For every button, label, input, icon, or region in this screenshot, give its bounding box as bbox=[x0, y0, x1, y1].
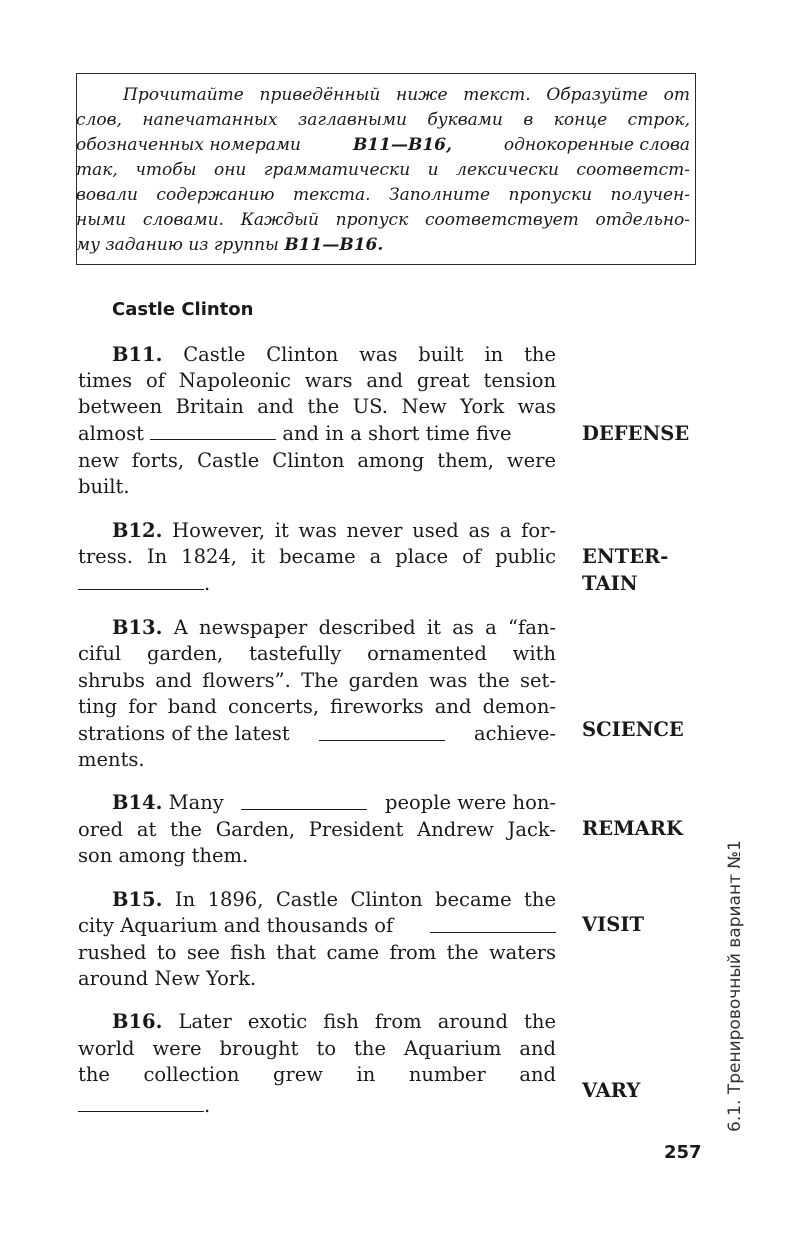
page-number: 257 bbox=[664, 1142, 702, 1163]
task-number: B16. bbox=[112, 1010, 163, 1033]
instruction-text bbox=[77, 74, 695, 264]
text-line bbox=[112, 1008, 556, 1035]
text-fragment: . bbox=[204, 572, 211, 595]
text-line bbox=[78, 912, 556, 939]
text-line: shrubs and flowers”. The garden was the set- bbox=[78, 669, 556, 692]
text-line: ciful garden, tastefully ornamented with bbox=[78, 642, 556, 665]
side-caption: 6.1. Тренировочный вариант №1 bbox=[725, 840, 745, 1132]
text-line: around New York. bbox=[78, 967, 257, 990]
text-line bbox=[78, 420, 556, 447]
text-line bbox=[78, 570, 556, 597]
text-fragment: almost bbox=[78, 422, 144, 445]
instruction-line: слов, напечатанных заглавными буквами в конце строк, bbox=[76, 110, 690, 130]
instruction-fragment: му заданию из группы bbox=[76, 235, 279, 255]
answer-blank[interactable] bbox=[78, 573, 204, 590]
text-line: ments. bbox=[78, 748, 145, 771]
instruction-box bbox=[76, 73, 696, 265]
keyword-science: SCIENCE bbox=[582, 718, 684, 741]
instruction-line: ными словами. Каждый пропуск соответствует отдельно- bbox=[76, 210, 690, 230]
text-fragment bbox=[112, 789, 224, 816]
task-number: B13. bbox=[112, 616, 163, 639]
text-fragment: However, it was never used as a for- bbox=[172, 519, 556, 542]
text-fragment: In 1896, Castle Clinton became the bbox=[174, 888, 556, 911]
answer-blank[interactable] bbox=[319, 724, 445, 741]
instruction-line bbox=[76, 233, 383, 258]
keyword-part: ENTER- bbox=[582, 545, 669, 568]
text-fragment: people were hon- bbox=[385, 791, 556, 814]
text-line: between Britain and the US. New York was bbox=[78, 395, 556, 418]
text-fragment: city Aquarium and thousands of bbox=[78, 914, 394, 937]
task-number: B11. bbox=[112, 343, 163, 366]
text-fragment: and in a short time five bbox=[282, 422, 512, 445]
keyword-entertain bbox=[582, 543, 668, 597]
instruction-line bbox=[76, 133, 690, 158]
text-line bbox=[112, 614, 556, 641]
text-fragment: achieve- bbox=[473, 722, 556, 745]
text-line: ored at the Garden, President Andrew Jack- bbox=[78, 818, 556, 841]
text-line: times of Napoleonic wars and great tension bbox=[78, 369, 556, 392]
text-line: world were brought to the Aquarium and bbox=[78, 1037, 556, 1060]
instruction-line: Прочитайте приведённый ниже текст. Образуйте от bbox=[123, 85, 690, 105]
text-line bbox=[112, 886, 556, 913]
task-range: B11—B16. bbox=[284, 235, 384, 255]
instruction-line: так, чтобы они грамматически и лексически соответст- bbox=[76, 160, 690, 180]
keyword-part: TAIN bbox=[582, 572, 638, 595]
text-fragment: strations of the latest bbox=[78, 722, 290, 745]
task-number: B15. bbox=[112, 888, 163, 911]
keyword-defense: DEFENSE bbox=[582, 422, 690, 445]
text-line bbox=[78, 1092, 556, 1119]
keyword-visit: VISIT bbox=[582, 913, 644, 936]
text-fragment: . bbox=[204, 1094, 211, 1117]
text-line bbox=[112, 341, 556, 368]
instruction-line: вовали содержанию текста. Заполните пропуски получен- bbox=[76, 185, 690, 205]
text-line: ting for band concerts, fireworks and demon- bbox=[78, 695, 556, 718]
keyword-vary: VARY bbox=[582, 1079, 641, 1102]
text-line: the collection grew in number and bbox=[78, 1063, 556, 1086]
text-line: rushed to see fish that came from the waters bbox=[78, 941, 556, 964]
text-fragment: A newspaper described it as a “fan- bbox=[173, 616, 556, 639]
text-line: son among them. bbox=[78, 844, 249, 867]
text-line: new forts, Castle Clinton among them, were bbox=[78, 449, 556, 472]
answer-blank[interactable] bbox=[78, 1095, 204, 1112]
page-title: Castle Clinton bbox=[112, 299, 254, 320]
text-fragment: Later exotic fish from around the bbox=[178, 1010, 556, 1033]
text-fragment: Castle Clinton was built in the bbox=[183, 343, 556, 366]
task-range: B11—B16, bbox=[352, 135, 452, 155]
answer-blank[interactable] bbox=[241, 793, 367, 810]
instruction-fragment: обозначенных номерами bbox=[76, 135, 301, 155]
task-number: B14. bbox=[112, 791, 163, 814]
text-fragment: Many bbox=[168, 791, 224, 814]
text-line bbox=[112, 517, 556, 544]
keyword-remark: REMARK bbox=[582, 817, 683, 840]
task-number: B12. bbox=[112, 519, 163, 542]
instruction-fragment: однокоренные слова bbox=[503, 135, 690, 155]
answer-blank[interactable] bbox=[150, 423, 276, 440]
text-line bbox=[78, 720, 556, 747]
answer-blank[interactable] bbox=[430, 916, 556, 933]
text-line: built. bbox=[78, 475, 130, 498]
text-line bbox=[112, 789, 556, 816]
text-line: tress. In 1824, it became a place of public bbox=[78, 545, 556, 568]
